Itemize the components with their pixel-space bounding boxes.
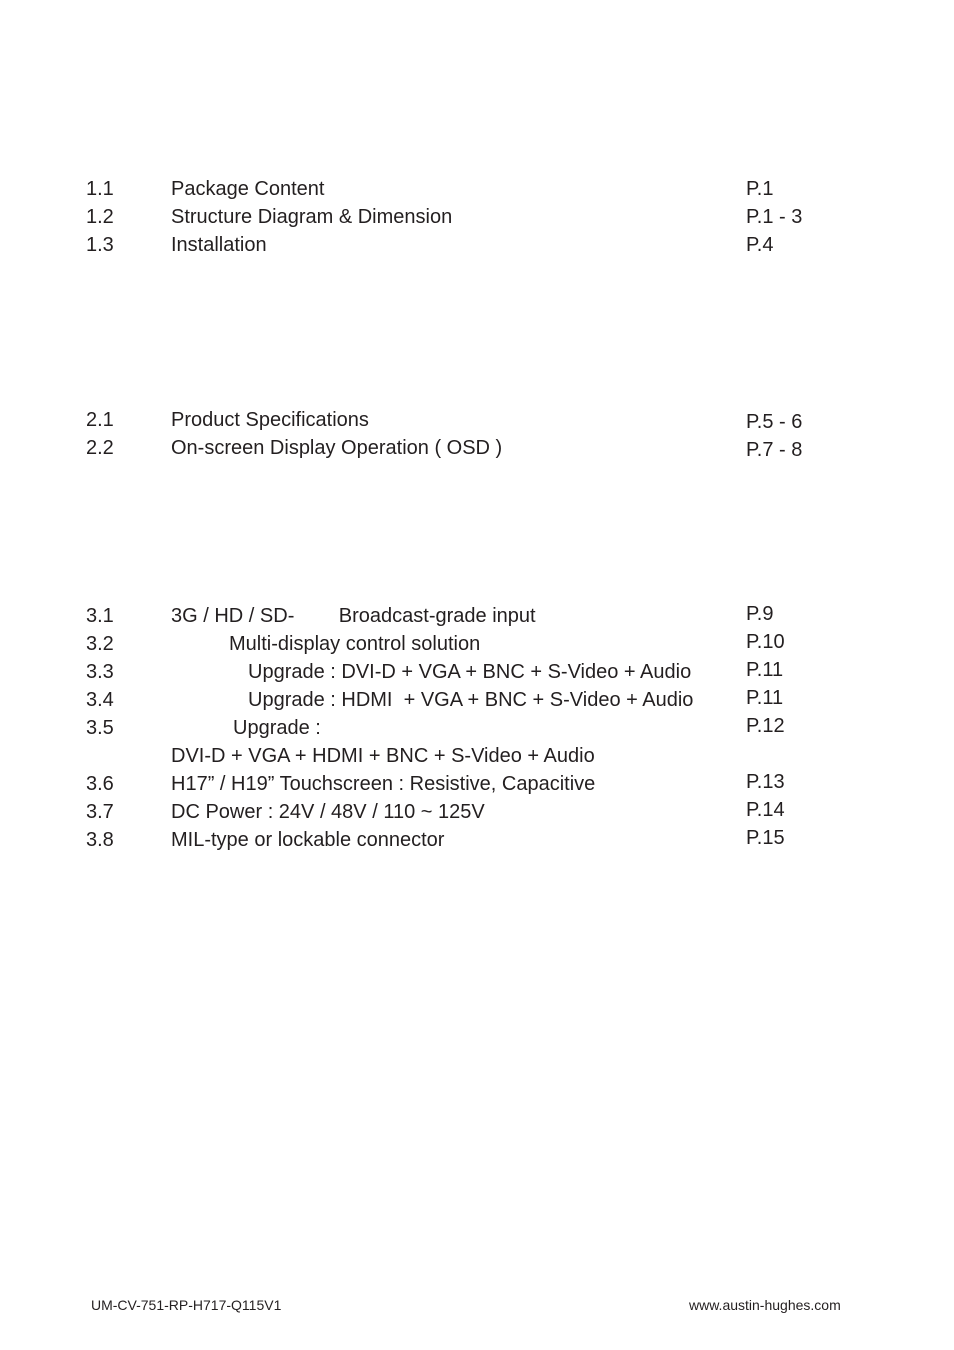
entry-number: 3.3: [86, 661, 114, 683]
entry-page: P.11: [746, 687, 784, 709]
entry-page: P.13: [746, 771, 785, 793]
entry-page: P.9: [746, 603, 774, 625]
entry-title: Upgrade : HDMI + VGA + BNC + S-Video + Audio: [248, 689, 694, 711]
entry-title: H17” / H19” Touchscreen : Resistive, Capacitive: [171, 773, 596, 795]
toc-entry-3-6: [0, 770, 954, 798]
toc-entry-3-2: [0, 630, 954, 658]
footer-website: www.austin-hughes.com: [689, 1297, 841, 1313]
entry-number: 1.3: [86, 234, 114, 256]
entry-page: P.14: [746, 799, 785, 821]
entry-title: On-screen Display Operation ( OSD ): [171, 437, 503, 459]
entry-title: Multi-display control solution: [229, 633, 481, 655]
entry-title: Package Content: [171, 178, 325, 200]
entry-number: 2.1: [86, 409, 114, 431]
toc-entry-2-1: [0, 406, 954, 434]
entry-title: Structure Diagram & Dimension: [171, 206, 453, 228]
footer-doc-code: UM-CV-751-RP-H717-Q115V1: [91, 1297, 282, 1313]
entry-page: P.15: [746, 827, 785, 849]
entry-page: P.7 - 8: [746, 439, 803, 461]
toc-entry-3-5: [0, 714, 954, 742]
entry-page: P.12: [746, 715, 785, 737]
toc-entry-1-2: [0, 203, 954, 231]
entry-number: 3.6: [86, 773, 114, 795]
toc-entry-3-1: [0, 602, 954, 630]
entry-title: Installation: [171, 234, 267, 256]
entry-page: P.1 - 3: [746, 206, 803, 228]
entry-number: 1.1: [86, 178, 114, 200]
entry-number: 2.2: [86, 437, 114, 459]
entry-number: 3.2: [86, 633, 114, 655]
entry-title: MIL-type or lockable connector: [171, 829, 445, 851]
entry-number: 1.2: [86, 206, 114, 228]
entry-title: Product Specifications: [171, 409, 369, 431]
entry-number: 3.1: [86, 605, 114, 627]
entry-page: P.5 - 6: [746, 411, 803, 433]
entry-title: Upgrade : DVI-D + VGA + BNC + S-Video + Audio: [248, 661, 692, 683]
entry-page: P.10: [746, 631, 785, 653]
entry-number: 3.4: [86, 689, 114, 711]
entry-title: DVI-D + VGA + HDMI + BNC + S-Video + Audio: [171, 745, 595, 767]
entry-title: DC Power : 24V / 48V / 110 ~ 125V: [171, 801, 485, 823]
toc-entry-3-7: [0, 798, 954, 826]
toc-entry-3-4: [0, 686, 954, 714]
entry-title: Upgrade :: [233, 717, 321, 739]
toc-entry-2-2: [0, 434, 954, 462]
toc-entry-1-3: [0, 231, 954, 259]
toc-entry-3-3: [0, 658, 954, 686]
toc-entry-3-8: [0, 826, 954, 854]
entry-number: 3.8: [86, 829, 114, 851]
entry-number: 3.7: [86, 801, 114, 823]
entry-page: P.1: [746, 178, 774, 200]
entry-title: 3G / HD / SD- Broadcast-grade input: [171, 605, 536, 627]
entry-page: P.11: [746, 659, 784, 681]
toc-entry-3-5-continued: [0, 742, 954, 770]
entry-page: P.4: [746, 234, 774, 256]
toc-entry-1-1: [0, 175, 954, 203]
entry-number: 3.5: [86, 717, 114, 739]
